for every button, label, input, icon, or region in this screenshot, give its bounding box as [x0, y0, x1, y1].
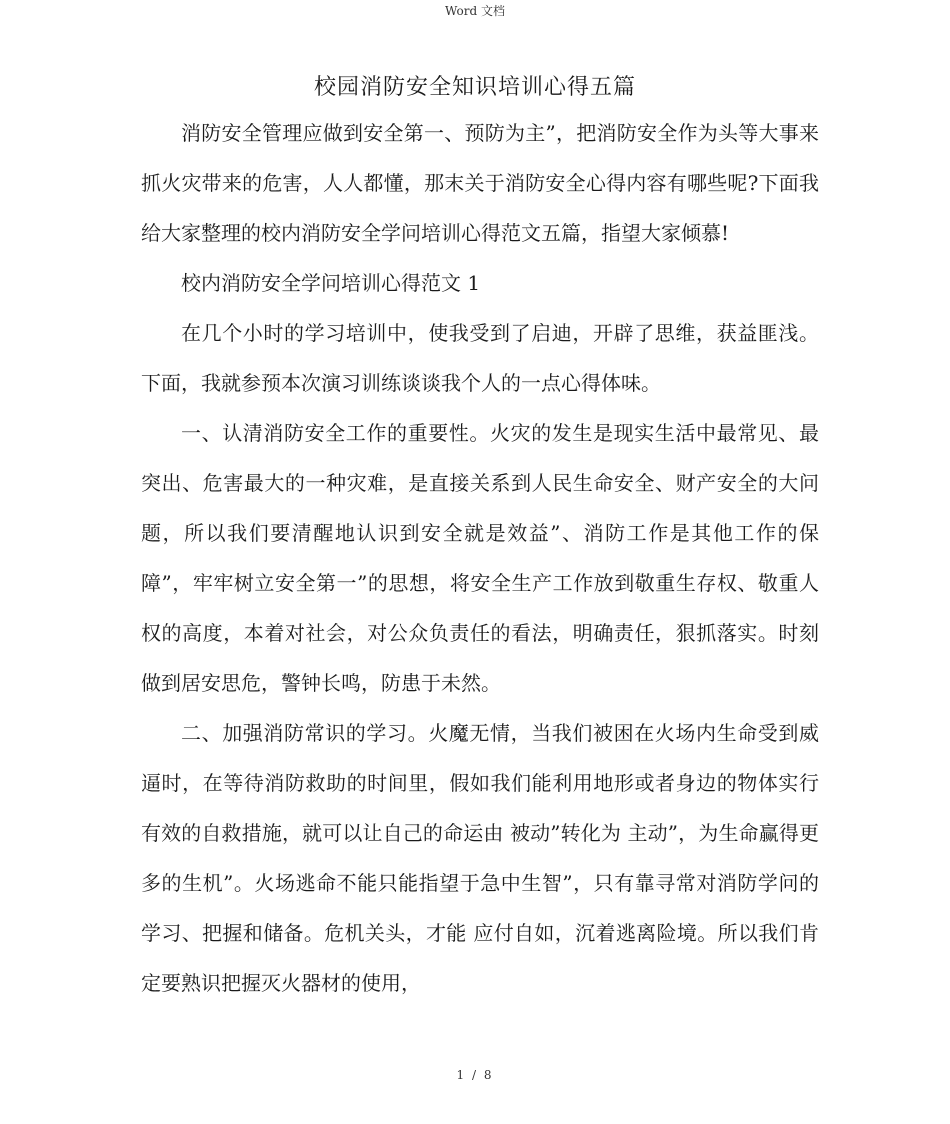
paragraph-3: 二、加强消防常识的学习。火魔无情，当我们被困在火场内生命受到威逼时，在等待消防救助的时间里，假如我们能利用地形或者身边的物体实行有效的自救措施，就可以让自己的命运由 被动”转化为 主动”，为生命赢得更多的生机”。火场逃命不能只能指望于急中生智”，只有靠寻常对消防学问的学习、把握和储备。危机关头，才能 应付自如，沉着逃离险境。所以我们肯定要熟识把握灭火器材的使用， [141, 721, 819, 995]
document-body [141, 108, 819, 1008]
document-title: 校园消防安全知识培训心得五篇 [313, 75, 636, 100]
paragraph-subheading: 校内消防安全学问培训心得范文 1 [181, 271, 481, 295]
paragraph-1: 在几个小时的学习培训中，使我受到了启迪，开辟了思维，获益匪浅。下面，我就参预本次演习训练谈谈我个人的一点心得体味。 [141, 321, 819, 395]
page-number: 1 / 8 [456, 1068, 494, 1082]
page-header: Word 文档 [445, 4, 505, 18]
paragraph-2: 一、认清消防安全工作的重要性。火灾的发生是现实生活中最常见、最突出、危害最大的一种灾难，是直接关系到人民生命安全、财产安全的大问题，所以我们要清醒地认识到安全就是效益”、消防工作是其他工作的保障”，牢牢树立安全第一”的思想，将安全生产工作放到敬重生存权、敬重人权的高度，本着对社会，对公众负责任的看法，明确责任，狠抓落实。时刻做到居安思危，警钟长鸣，防患于未然。 [141, 421, 819, 695]
paragraph-intro: 消防安全管理应做到安全第一、预防为主”，把消防安全作为头等大事来抓火灾带来的危害，人人都懂，那末关于消防安全心得内容有哪些呢?下面我给大家整理的校内消防安全学问培训心得范文五篇，指望大家倾慕! [141, 121, 819, 245]
